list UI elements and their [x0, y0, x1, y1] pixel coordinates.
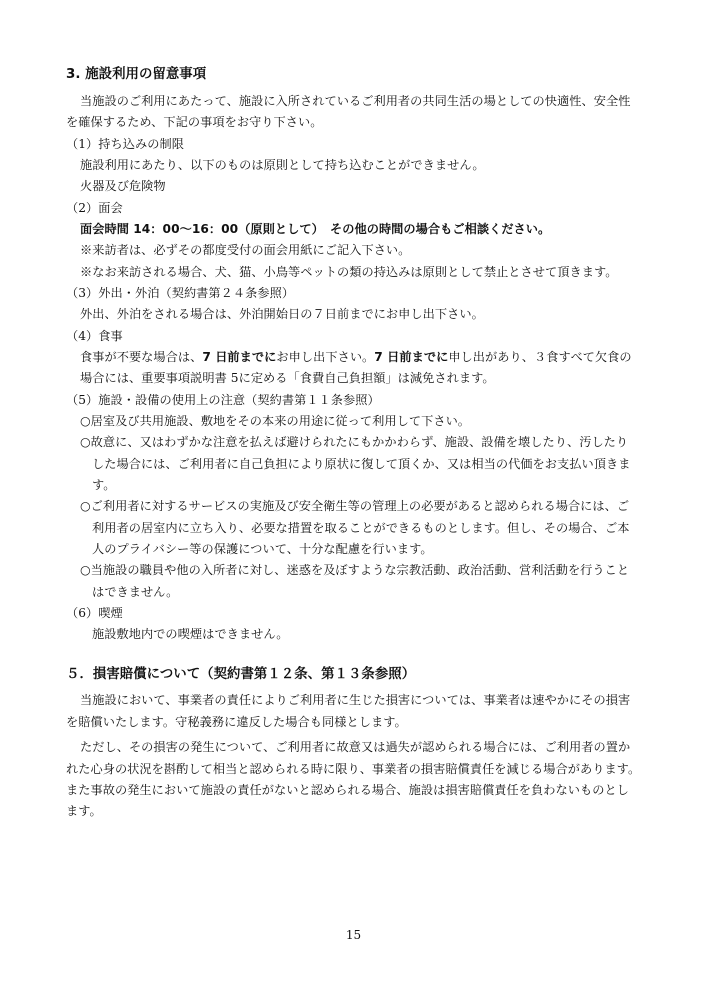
- item-4-text-1c: お申し出下さい。: [276, 350, 375, 364]
- page-number: 15: [345, 928, 362, 942]
- item-5-bullet-3-line-1: ○ご利用者に対するサービスの実施及び安全衛生等の管理上の必要があると認められる場合には、ご: [80, 499, 630, 513]
- item-4-deadline-2: 7 日前までに: [374, 350, 449, 364]
- item-5-bullet-4-line-1: ○当施設の職員や他の入所者に対し、迷惑を及ぼすような宗教活動、政治活動、営利活動を行うこと: [80, 563, 630, 577]
- item-1-text-1: 施設利用にあたり、以下のものは原則として持ち込むことができません。: [80, 158, 485, 172]
- visiting-hours: 面会時間 14：00～16：00（原則として） その他の時間の場合もご相談ください。: [80, 222, 551, 236]
- item-5-bullet-4-line-2: はできません。: [92, 585, 179, 599]
- item-6-text: 施設敷地内での喫煙はできません。: [92, 627, 289, 641]
- item-2-heading: （2）面会: [66, 201, 123, 215]
- section-3-intro-line-1: 当施設のご利用にあたって、施設に入所されているご利用者の共同生活の場としての快適性、安全性: [80, 94, 631, 108]
- item-4-text-1: [80, 349, 632, 365]
- item-1-text-2: 火器及び危険物: [80, 179, 166, 193]
- item-2-note-2: ※なお来訪される場合、犬、猫、小鳥等ペットの類の持込みは原則として禁止とさせて頂きます。: [80, 265, 618, 279]
- item-2-note-1: ※来訪者は、必ずその都度受付の面会用紙にご記入下さい。: [80, 243, 411, 257]
- section-5-title: ５．損害賠償について（契約書第１２条、第１３条参照）: [66, 667, 416, 682]
- section-5-p2-line-3: また事故の発生において施設の責任がないと認められる場合、施設は損害賠償責任を負わないものとし: [66, 783, 629, 797]
- section-5-p1-line-1: 当施設において、事業者の責任によりご利用者に生じた損害については、事業者は速やかにその損害: [80, 693, 631, 707]
- item-6-heading: （6）喫煙: [66, 606, 123, 620]
- item-3-heading: （3）外出・外泊（契約書第２４条参照）: [66, 286, 295, 300]
- item-5-bullet-2-line-3: す。: [92, 478, 116, 492]
- section-5-p2-line-2: れた心身の状況を斟酌して相当と認められる時に限り、事業者の損害賠償責任を減じる場合があります。: [66, 762, 641, 776]
- item-5-bullet-1: ○居室及び共用施設、敷地をその本来の用途に従って利用して下さい。: [80, 414, 471, 428]
- item-4-text-2: 場合には、重要事項説明書 5に定める「食費自己負担額」は減免されます。: [80, 371, 495, 385]
- item-1-heading: （1）持ち込みの制限: [66, 137, 184, 151]
- section-5-p2-line-1: ただし、その損害の発生について、ご利用者に故意又は過失が認められる場合には、ご利用者の置か: [80, 740, 631, 754]
- section-5-p1-line-2: を賠償いたします。守秘義務に違反した場合も同様とします。: [66, 715, 407, 729]
- item-3-text: 外出、外泊をされる場合は、外泊開始日の７日前までにお申し出下さい。: [80, 307, 484, 321]
- item-5-bullet-3-line-3: 人のプライバシー等の保護について、十分な配慮を行います。: [92, 542, 433, 556]
- section-3-title: 3. 施設利用の留意事項: [66, 67, 207, 82]
- item-5-bullet-2-line-1: ○故意に、又はわずかな注意を払えば避けられたにもかかわらず、施設、設備を壊したり、汚したり: [80, 435, 629, 449]
- item-5-bullet-2-line-2: した場合には、ご利用者に自己負担により原状に復して頂くか、又は相当の代価をお支払い頂きま: [92, 457, 631, 471]
- item-5-heading: （5）施設・設備の使用上の注意（契約書第１１条参照）: [66, 393, 380, 407]
- section-3-intro-line-2: を確保するため、下記の事項をお守り下さい。: [66, 115, 323, 129]
- item-4-deadline-1: 7 日前までに: [202, 350, 277, 364]
- item-5-bullet-3-line-2: 利用者の居室内に立ち入り、必要な措置を取ることができるものとします。但し、その場合、ご本: [92, 521, 630, 535]
- item-4-text-1a: 食事が不要な場合は、: [80, 350, 203, 364]
- section-5-p2-line-4: ます。: [66, 804, 102, 818]
- item-4-text-1e: 申し出があり、３食すべて欠食の: [448, 350, 632, 364]
- item-4-heading: （4）食事: [66, 329, 123, 343]
